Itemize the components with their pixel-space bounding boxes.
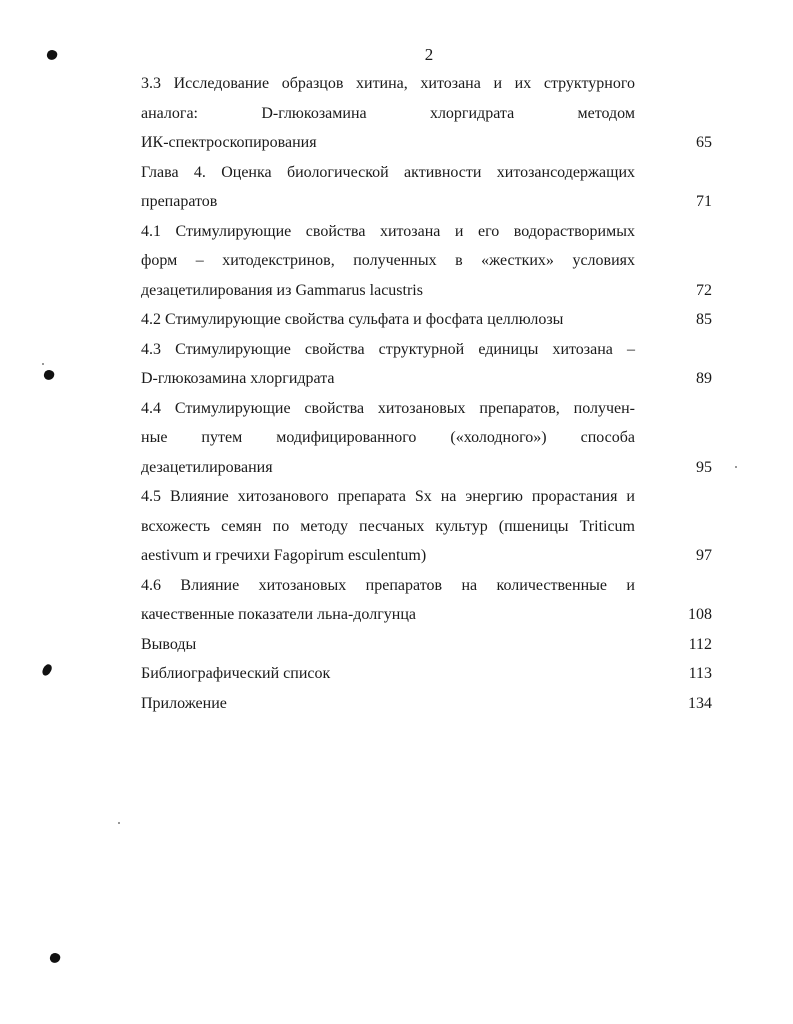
toc-entry-page: 85	[696, 311, 712, 328]
toc-entry-line: всхожесть семян по методу песчаных культур (пшеницы Triticum	[141, 517, 635, 535]
toc-entry-line: aestivum и гречихи Fagopirum esculentum)	[141, 547, 427, 564]
toc-entry-line: ИК-спектроскопирования	[141, 134, 317, 151]
scan-speck	[118, 822, 120, 824]
toc-entry-line: Выводы	[141, 635, 197, 653]
toc-entry-line: 4.6 Влияние хитозановых препаратов на количественные и	[141, 576, 635, 594]
toc-entry-page: 97	[696, 547, 712, 564]
toc-entry-line: дезацетилирования	[141, 458, 273, 476]
page-number: 2	[424, 45, 434, 64]
toc-entry-line: D-глюкозамина хлоргидрата	[141, 370, 335, 387]
toc-entry-line: препаратов	[141, 193, 218, 210]
toc-entry-line: Глава 4. Оценка биологической активности хитозансодержащих	[141, 163, 635, 181]
toc-entry-page: 108	[688, 606, 712, 623]
toc-entry-page: 113	[688, 665, 712, 682]
toc-entry-page: 95	[696, 458, 712, 476]
toc-entry-line: 4.4 Стимулирующие свойства хитозановых препаратов, получен-	[141, 399, 635, 417]
toc-entry-line: форм – хитодекстринов, полученных в «жестких» условиях	[141, 252, 635, 269]
toc-entry-page: 134	[688, 694, 712, 712]
toc-entry-line: качественные показатели льна-долгунца	[141, 606, 416, 623]
toc-entry-line: Приложение	[141, 694, 227, 712]
toc-entry-page: 71	[696, 193, 712, 210]
toc-entry-line: 3.3 Исследование образцов хитина, хитозана и их структурного	[141, 75, 635, 92]
scan-speck	[735, 466, 737, 468]
toc-entry-line: 4.1 Стимулирующие свойства хитозана и его водорастворимых	[141, 222, 635, 240]
toc-entry-line: аналога: D-глюкозамина хлоргидрата методом	[141, 104, 635, 122]
toc-entry-line: 4.3 Стимулирующие свойства структурной единицы хитозана –	[141, 340, 635, 358]
toc-entry-line: ные путем модифицированного («холодного») способа	[141, 429, 635, 446]
toc-entry-line: 4.5 Влияние хитозанового препарата Sx на энергию прорастания и	[141, 488, 635, 505]
toc-entry-line: дезацетилирования из Gammarus lacustris	[141, 281, 423, 299]
toc-entry-line: Библиографический список	[141, 665, 331, 682]
toc-entry-page: 65	[696, 134, 712, 151]
scan-speck	[42, 363, 44, 365]
toc-entry-page: 112	[688, 635, 712, 653]
scan-mark	[48, 951, 61, 964]
toc-entry-page: 89	[696, 370, 712, 387]
scan-mark	[41, 663, 53, 677]
toc-entry-line: 4.2 Стимулирующие свойства сульфата и фосфата целлюлозы	[141, 311, 564, 328]
scan-mark	[42, 368, 55, 381]
toc-entry-page: 72	[696, 281, 712, 299]
